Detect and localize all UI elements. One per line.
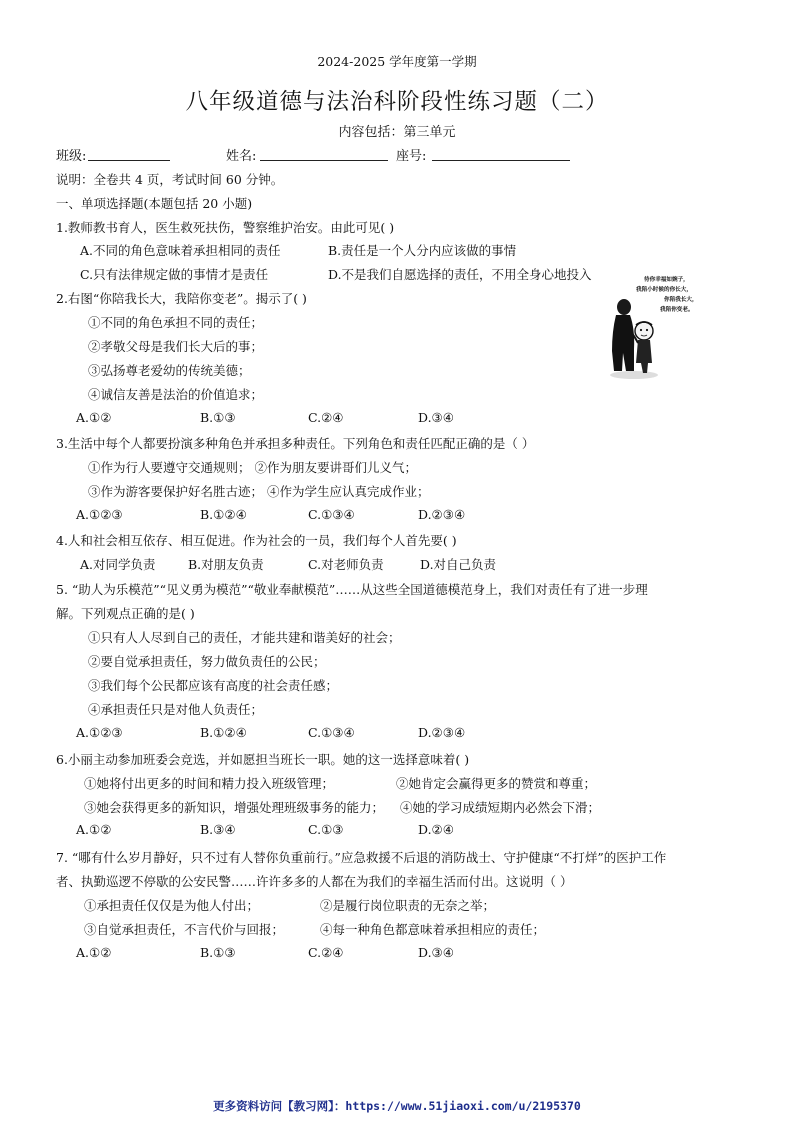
child-body — [636, 340, 652, 373]
question-5-item-3: ③我们每个公民都应该有高度的社会责任感； — [88, 678, 339, 693]
question-7-option-c: C.②④ — [308, 945, 344, 960]
question-6-item-3: ③她会获得更多的新知识，增强处理班级事务的能力； — [84, 800, 385, 815]
question-7-item-2: ②是履行岗位职责的无奈之举； — [320, 898, 496, 913]
class-label: 班级: — [56, 149, 87, 164]
question-6-items-row-1 — [84, 774, 644, 790]
question-6-option-a: A.①② — [76, 822, 112, 837]
question-7-stem-line-2: 者、执勤巡逻不停歇的公安民警……许许多多的人都在为我们的幸福生活而付出。这说明（ ） — [56, 874, 573, 889]
question-6-option-c: C.①③ — [308, 822, 344, 837]
question-2-option-a: A.①② — [76, 410, 112, 425]
question-1-option-a: A.不同的角色意味着承担相同的责任 — [80, 243, 281, 258]
question-6-option-d: D.②④ — [418, 822, 454, 837]
question-5-stem-line-2: 解。下列观点正确的是( ) — [56, 606, 195, 621]
illustration-drawing — [608, 271, 704, 383]
question-2-item-4: ④诚信友善是法治的价值追求； — [88, 387, 264, 402]
question-1-options-row-1 — [80, 241, 640, 257]
question-1-option-b: B.责任是一个人分内应该做的事情 — [328, 243, 517, 258]
question-1-option-c: C.只有法律规定做的事情才是责任 — [80, 267, 269, 282]
question-2-item-2: ②孝敬父母是我们长大后的事； — [88, 339, 264, 354]
exam-subtitle: 内容包括：第三单元 — [338, 125, 456, 140]
question-7-item-1: ①承担责任仅仅是为他人付出； — [84, 898, 260, 913]
question-7-option-d: D.③④ — [418, 945, 454, 960]
caption-line-1: 待你幸福如婉子， — [644, 277, 689, 283]
question-2-option-b: B.①③ — [200, 410, 236, 425]
question-6-item-1: ①她将付出更多的时间和精力投入班级管理； — [84, 776, 335, 791]
question-2-option-c: C.②④ — [308, 410, 344, 425]
question-7-stem-line-1: 7. “哪有什么岁月静好，只不过有人替你负重前行。”应急救援不后退的消防战士、守护健康“不打烊”的医护工作 — [56, 850, 667, 865]
question-5-option-a: A.①②③ — [76, 725, 123, 740]
question-5-stem-line-1: 5. “助人为乐模范”“见义勇为模范”“敬业奉献模范”……从这些全国道德模范身上，我们对责任有了进一步理 — [56, 582, 648, 597]
question-5-option-b: B.①②④ — [200, 725, 247, 740]
question-1-option-d: D.不是我们自愿选择的责任，不用全身心地投入 — [328, 267, 592, 282]
question-6-options — [76, 822, 496, 838]
question-5-item-1: ①只有人人尽到自己的责任，才能共建和谐美好的社会； — [88, 630, 401, 645]
footer-link[interactable]: 更多资料访问【教习网】：https://www.51jiaoxi.com/u/2195370 — [213, 1099, 581, 1113]
question-6-option-b: B.③④ — [200, 822, 236, 837]
question-3-option-d: D.②③④ — [418, 507, 466, 522]
question-4-option-c: C.对老师负责 — [308, 557, 384, 572]
question-7-option-a: A.①② — [76, 945, 112, 960]
exam-instructions: 说明：全卷共 4 页，考试时间 60 分钟。 — [56, 172, 284, 187]
question-3-option-a: A.①②③ — [76, 507, 123, 522]
ground-shadow — [610, 371, 658, 379]
question-3-items-row-1: ①作为行人要遵守交通规则； ②作为朋友要讲哥们儿义气； — [88, 460, 417, 475]
question-2-stem: 2.右图“你陪我长大，我陪你变老”。揭示了( ) — [56, 291, 307, 306]
caption-line-4: 我陪你变老。 — [660, 307, 694, 313]
question-7-option-b: B.①③ — [200, 945, 236, 960]
caption-line-3: 你陪我长大， — [664, 297, 698, 303]
student-info-row — [56, 145, 576, 164]
question-7-items-row-1 — [84, 896, 644, 912]
question-7-items-row-2 — [84, 920, 644, 936]
question-7-item-4: ④每一种角色都意味着承担相应的责任； — [320, 922, 546, 937]
name-label: 姓名: — [226, 149, 257, 164]
question-2-option-d: D.③④ — [418, 410, 454, 425]
question-5-item-4: ④承担责任只是对他人负责任； — [88, 702, 264, 717]
question-6-items-row-2 — [84, 798, 644, 814]
question-7-options — [76, 945, 496, 961]
exam-title: 八年级道德与法治科阶段性练习题（二） — [185, 89, 609, 115]
question-2-item-1: ①不同的角色承担不同的责任； — [88, 315, 264, 330]
question-6-item-2: ②她肯定会赢得更多的赞赏和尊重； — [396, 776, 597, 791]
question-5-option-c: C.①③④ — [308, 725, 355, 740]
question-4-option-b: B.对朋友负责 — [188, 557, 264, 572]
name-blank — [260, 160, 388, 161]
section-heading: 一、单项选择题(本题包括 20 小题) — [56, 196, 253, 211]
question-1-options-row-2 — [80, 265, 640, 281]
question-3-items-row-2: ③作为游客要保护好名胜古迹； ④作为学生应认真完成作业； — [88, 484, 430, 499]
question-6-stem: 6.小丽主动参加班委会竞选，并如愿担当班长一职。她的这一选择意味着( ) — [56, 752, 470, 767]
question-4-options — [80, 555, 520, 571]
question-6-item-4: ④她的学习成绩短期内必然会下滑； — [400, 800, 601, 815]
school-year: 2024-2025 学年度第一学期 — [317, 54, 477, 69]
question-2-item-3: ③弘扬尊老爱幼的传统美德； — [88, 363, 251, 378]
parent-child-illustration — [608, 271, 704, 383]
question-4-option-a: A.对同学负责 — [80, 557, 156, 572]
question-4-stem: 4.人和社会相互依存、相互促进。作为社会的一员，我们每个人首先要( ) — [56, 533, 457, 548]
adult-body — [612, 315, 634, 371]
seat-blank — [432, 160, 570, 161]
question-1-stem: 1.教师教书育人，医生救死扶伤，警察维护治安。由此可见( ) — [56, 220, 395, 235]
seat-label: 座号: — [396, 149, 427, 164]
question-4-option-d: D.对自己负责 — [420, 557, 497, 572]
question-3-option-b: B.①②④ — [200, 507, 247, 522]
caption-line-2: 我陪小时候的你长大， — [636, 287, 692, 293]
question-3-stem: 3.生活中每个人都要扮演多种角色并承担多种责任。下列角色和责任匹配正确的是（ ） — [56, 436, 535, 451]
adult-head — [617, 299, 631, 315]
question-7-item-3: ③自觉承担责任，不言代价与回报； — [84, 922, 285, 937]
question-3-option-c: C.①③④ — [308, 507, 355, 522]
question-2-options — [76, 410, 496, 426]
question-5-option-d: D.②③④ — [418, 725, 466, 740]
question-3-options — [76, 507, 496, 523]
question-5-item-2: ②要自觉承担责任，努力做负责任的公民； — [88, 654, 326, 669]
question-5-options — [76, 725, 496, 741]
class-blank — [88, 160, 170, 161]
